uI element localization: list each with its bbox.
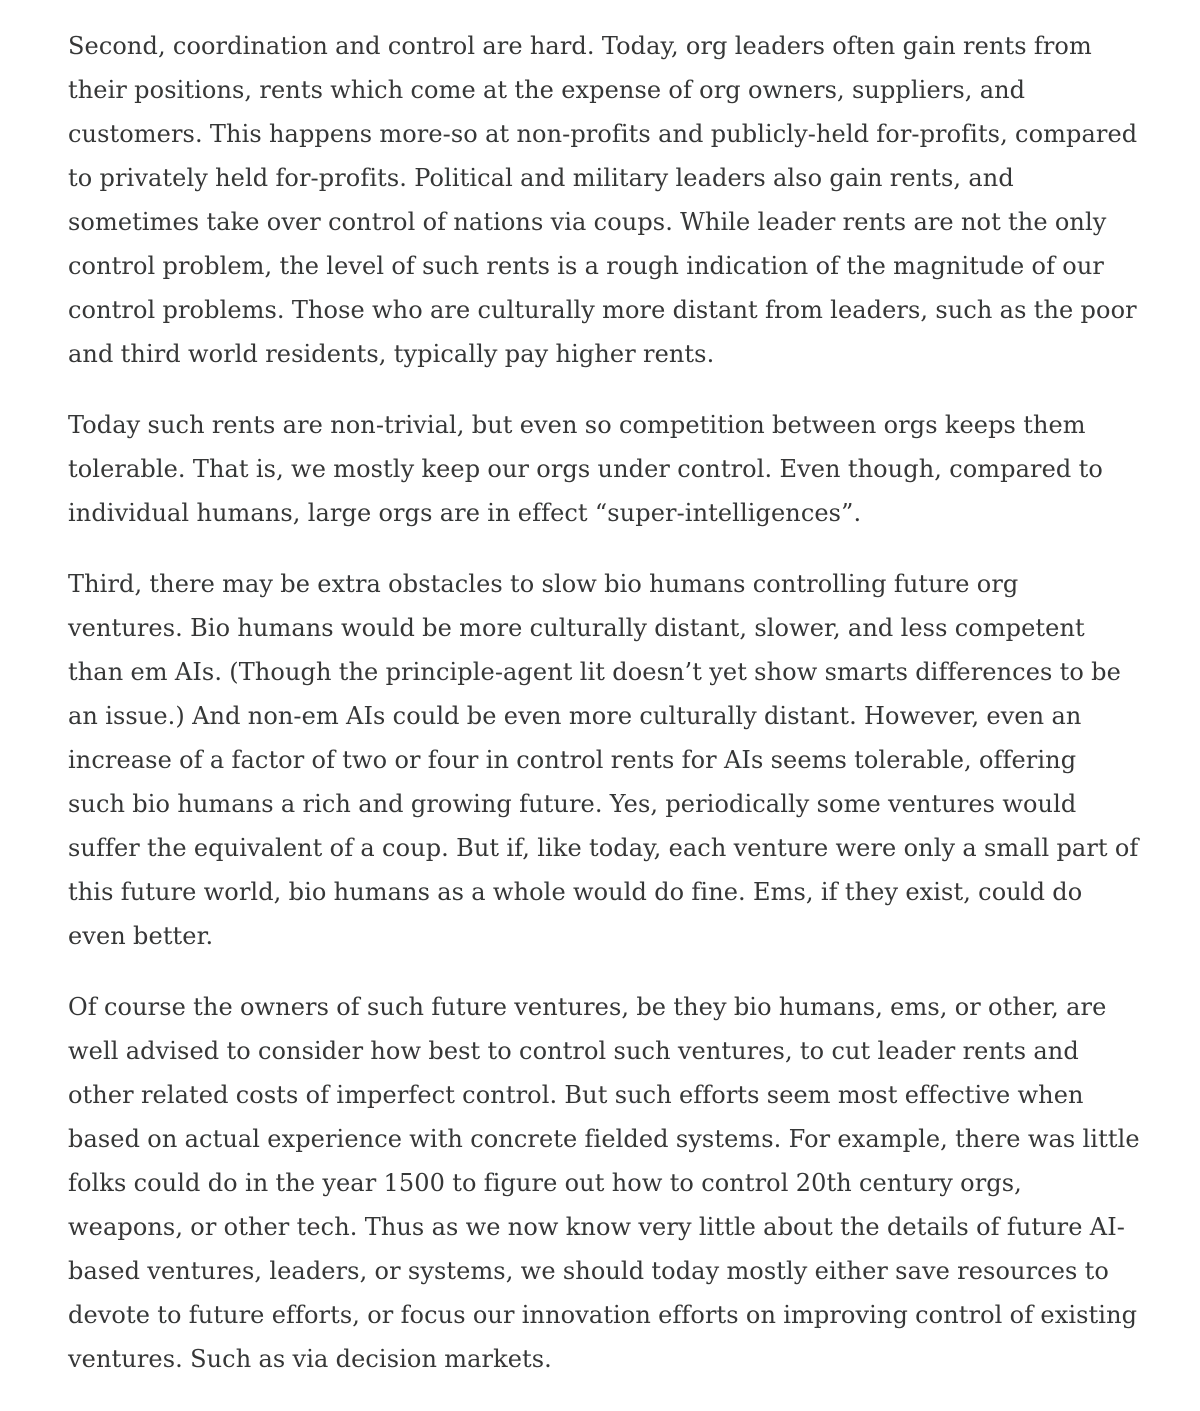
paragraph-coordination-control: Second, coordination and control are hard. Today, org leaders often gain rents from their positions, rents which come at the expense of org owners, suppliers, and customers. This happens more-so at non-profits and publicly-held for-profits, compared to privately held for-profits. Political and military leaders also gain rents, and sometimes take over control of nations via coups. While leader rents are not the only control problem, the level of such rents is a rough indication of the magnitude of our control problems. Those who are culturally more distant from leaders, such as the poor and third world residents, typically pay higher rents. (68, 32, 1138, 368)
article-body (68, 24, 1140, 1381)
paragraph-owners-control: Of course the owners of such future ventures, be they bio humans, ems, or other, are well advised to consider how best to control such ventures, to cut leader rents and other related costs of imperfect control. But such efforts seem most effective when based on actual experience with concrete fielded systems. For example, there was little folks could do in the year 1500 to figure out how to control 20th century orgs, weapons, or other tech. Thus as we now know very little about the details of future AI-based ventures, leaders, or systems, we should today mostly either save resources to devote to future efforts, or focus our innovation efforts on improving control of existing ventures. Such as via decision markets. (68, 993, 1140, 1373)
paragraph-bio-humans-obstacles: Third, there may be extra obstacles to slow bio humans controlling future org ventures. Bio humans would be more culturally distant, slower, and less competent than em AIs. (Though the principle-agent lit doesn’t yet show smarts differences to be an issue.) And non-em AIs could be even more culturally distant. However, even an increase of a factor of two or four in control rents for AIs seems tolerable, offering such bio humans a rich and growing future. Yes, periodically some ventures would suffer the equivalent of a coup. But if, like today, each venture were only a small part of this future world, bio humans as a whole would do fine. Ems, if they exist, could do even better. (68, 570, 1139, 950)
paragraph-rents-tolerable: Today such rents are non-trivial, but even so competition between orgs keeps them tolerable. That is, we mostly keep our orgs under control. Even though, compared to individual humans, large orgs are in effect “super-intelligences”. (68, 411, 1103, 527)
